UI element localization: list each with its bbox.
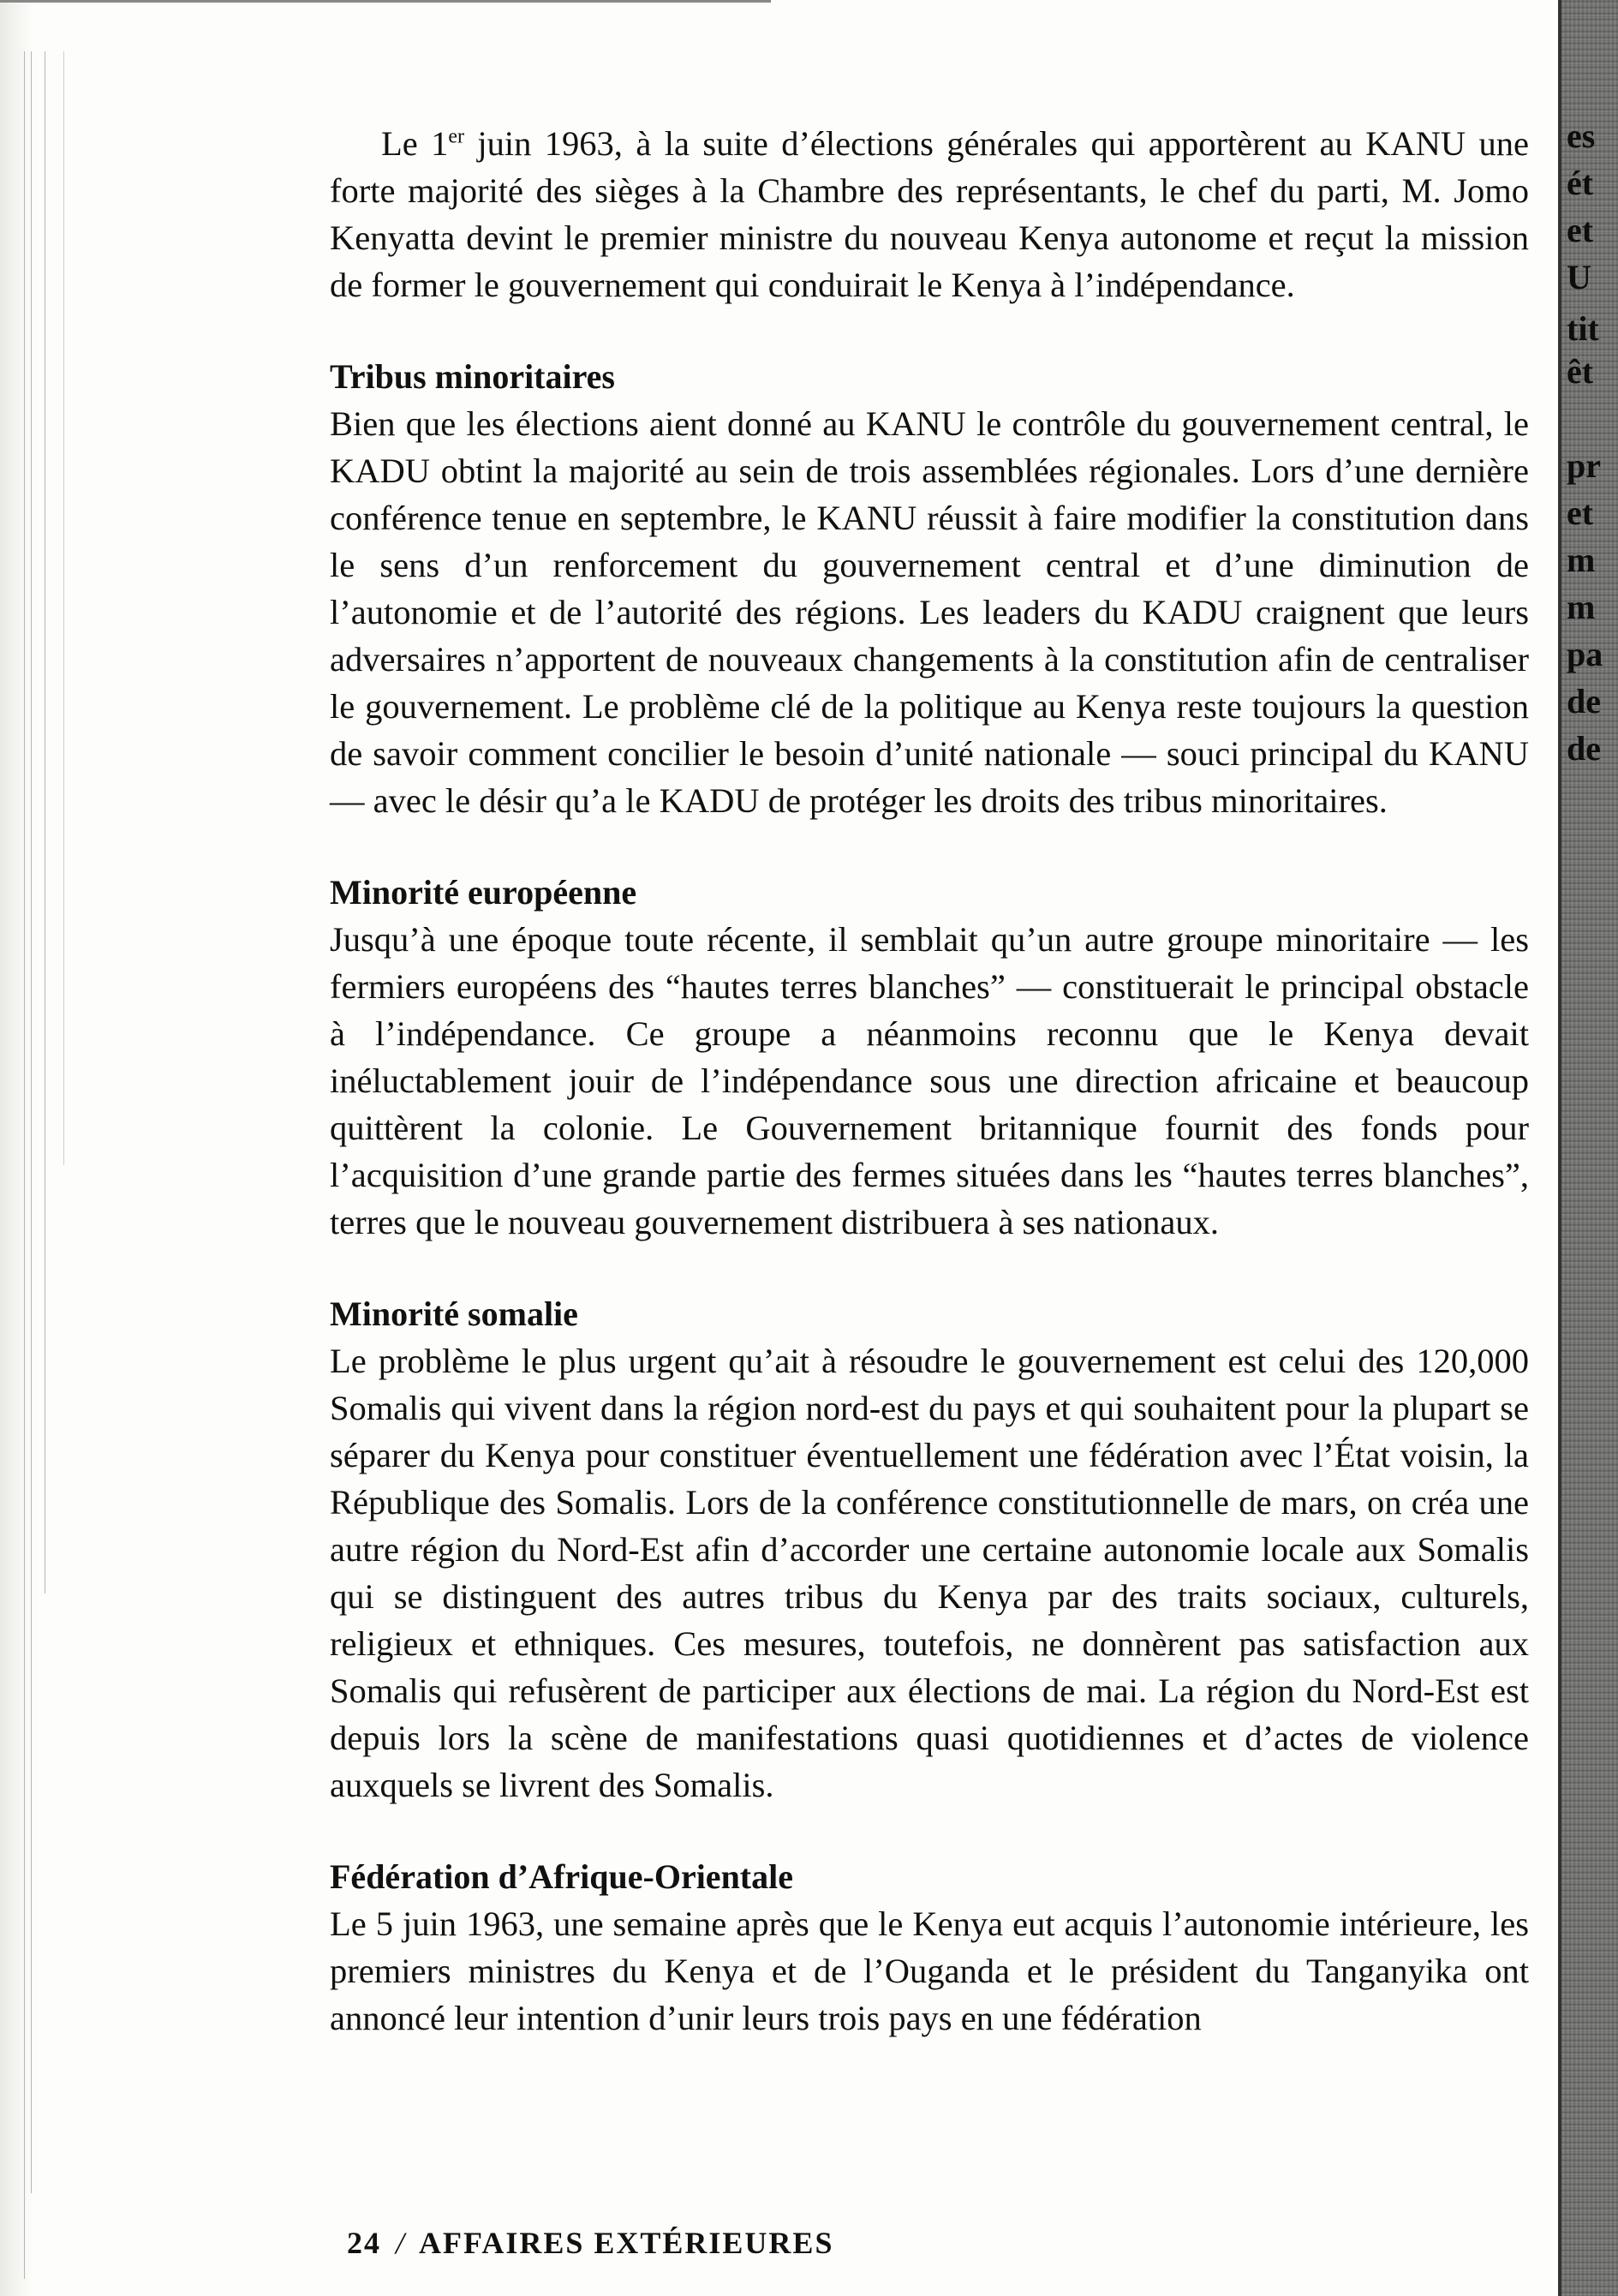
adjacent-page-fragment: êt: [1567, 352, 1594, 391]
section-tribus-minoritaires: [330, 353, 1529, 824]
margin-line: [24, 51, 25, 2279]
section-heading: Minorité européenne: [330, 873, 637, 912]
page-gutter: [1558, 0, 1561, 2296]
adjacent-page-fragment: et: [1567, 493, 1594, 532]
page-number: 24: [347, 2226, 381, 2260]
adjacent-page-fragment: ét: [1567, 164, 1594, 202]
section-minorite-somalie: [330, 1290, 1529, 1809]
adjacent-page-edge: [1561, 0, 1618, 2296]
section-body: Bien que les élections aient donné au KANU le contrôle du gouvernement central, le KADU obtint la majorité au sein de trois assemblées régionales. Lors d’une dernière conférence tenue en septembre, le KANU réussit à faire modifier la constitution dans le sens d’un renforcement du gouvernement central et d’une diminution de l’autonomie et de l’autorité des régions. Les leaders du KADU craignent que leurs adversaires n’apportent de nouveaux changements à la constitution afin de centraliser le gouvernement. Le problème clé de la politique au Kenya reste toujours la question de savoir comment concilier le besoin d’unité nationale — souci principal du KANU — avec le désir qu’a le KADU de protéger les droits des tribus minoritaires.: [330, 404, 1529, 820]
section-heading: Tribus minoritaires: [330, 357, 615, 396]
adjacent-page-fragment: de: [1567, 729, 1601, 768]
section-body: Le 5 juin 1963, une semaine après que le Kenya eut acquis l’autonomie intérieure, les premiers ministres du Kenya et de l’Ouganda et le président du Tanganyika ont annoncé leur intention d’unir leurs trois pays en une fédération: [330, 1904, 1529, 2037]
section-body: Jusqu’à une époque toute récente, il semblait qu’un autre groupe minoritaire — les fermiers européens des “hautes terres blanches” — constituerait le principal obstacle à l’indépendance. Ce groupe a néanmoins reconnu que le Kenya devait inéluctablement jouir de l’indépendance sous une direction africaine et beaucoup quittèrent la colonie. Le Gouvernement britannique fournit des fonds pour l’acquisition d’une grande partie des fermes situées dans les “hautes terres blanches”, terres que le nouveau gouvernement distribuera à ses nationaux.: [330, 920, 1529, 1241]
adjacent-page-fragment: es: [1567, 117, 1596, 155]
section-federation-afrique-orientale: [330, 1853, 1529, 2042]
adjacent-page-fragment: U: [1567, 258, 1591, 296]
binding-shadow: [0, 0, 34, 2296]
page-footer: [347, 2225, 833, 2261]
section-body: Le problème le plus urgent qu’ait à résoudre le gouvernement est celui des 120,000 Somalis qui vivent dans la région nord-est du pays et qui souhaitent pour la plupart se séparer du Kenya pour constituer éventuellement une fédération avec l’État voisin, la République des Somalis. Lors de la conférence constitutionnelle de mars, on créa une autre région du Nord-Est afin d’accorder une certaine autonomie locale aux Somalis qui se distinguent des autres tribus du Kenya par des traits sociaux, culturels, religieux et ethniques. Ces mesures, toutefois, ne donnèrent pas satisfaction aux Somalis qui refusèrent de participer aux élections de mai. La région du Nord-Est est depuis lors la scène de manifestations quasi quotidiennes et d’actes de violence auxquels se livrent des Somalis.: [330, 1342, 1529, 1804]
section-heading: Fédération d’Afrique-Orientale: [330, 1857, 793, 1896]
footer-separator: /: [396, 2226, 407, 2260]
article-body: [330, 120, 1529, 2042]
adjacent-page-fragment: tit: [1567, 309, 1599, 348]
top-scan-edge: [0, 0, 771, 3]
section-heading: Minorité somalie: [330, 1294, 578, 1333]
adjacent-page-fragment: m: [1567, 541, 1596, 579]
margin-line: [31, 51, 32, 2193]
adjacent-page-fragment: m: [1567, 588, 1596, 626]
publication-name: AFFAIRES EXTÉRIEURES: [419, 2226, 834, 2260]
intro-paragraph: Le 1er juin 1963, à la suite d’élections générales qui apportèrent au KANU une forte majorité des sièges à la Chambre des représentants, le chef du parti, M. Jomo Kenyatta devint le premier ministre du nouveau Kenya autonome et reçut la mission de former le gouvernement qui conduirait le Kenya à l’indépendance.: [330, 124, 1529, 304]
adjacent-page-fragment: pa: [1567, 635, 1603, 673]
adjacent-page-fragment: et: [1567, 211, 1594, 249]
section-minorite-europeenne: [330, 869, 1529, 1246]
adjacent-page-fragment: de: [1567, 682, 1601, 720]
margin-line: [63, 51, 64, 1165]
adjacent-page-fragment: pr: [1567, 446, 1601, 485]
